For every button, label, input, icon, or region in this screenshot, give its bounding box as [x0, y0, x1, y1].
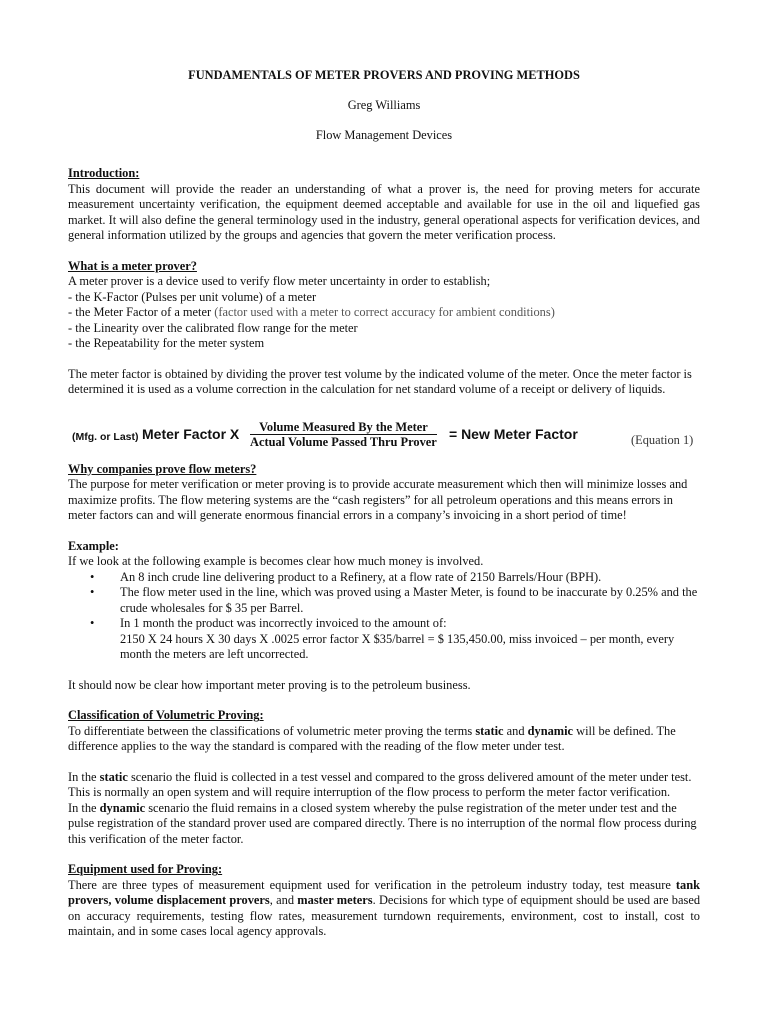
- document-organization: Flow Management Devices: [315, 128, 453, 142]
- example-calc-line1: 2150 X 24 hours X 30 days X .0025 error factor X $35/barrel = $ 135,450.00, miss invoiced – per month, every: [120, 631, 675, 646]
- text-run: and: [503, 723, 528, 738]
- equipment-text: [68, 878, 700, 940]
- example-bullets: [68, 570, 700, 632]
- equation-fraction: [250, 420, 437, 450]
- text-run: . Decisions for which type of equipment should be used are based on accuracy requirements, testing flow rates, measurement turndown requirements, environment, cost to install, cost to maintain, and in some cases local agency approvals.: [68, 893, 701, 938]
- document-author: Greg Williams: [347, 98, 421, 112]
- item-meter-factor: [68, 305, 700, 321]
- meter-factor-equation: [68, 420, 700, 452]
- item-linearity: - the Linearity over the calibrated flow range for the meter: [68, 320, 358, 335]
- item-meter-factor-note: (factor used with a meter to correct accuracy for ambient conditions): [211, 305, 555, 319]
- classification-p2: [68, 770, 700, 801]
- list-item: [68, 585, 700, 616]
- text-run: There are three types of measurement equipment used for verification in the petroleum industry today, test measure: [68, 877, 676, 892]
- equation-numerator: Volume Measured By the Meter: [250, 420, 437, 435]
- why-text: The purpose for meter verification or meter proving is to provide accurate measurement which then will minimize losses and maximize profits. The flow metering systems are the “cash registers” for all petroleum operations and this means errors in meter factors can and will generate enormous financial errors in a company’s invoicing in a short period of time!: [68, 477, 688, 522]
- text-run: will be defined. The difference applies to the way the standard is compared with the reading of the flow meter under test.: [68, 723, 676, 753]
- term-static: static: [475, 723, 504, 738]
- term-dynamic: dynamic: [527, 723, 574, 738]
- document-body: [68, 166, 700, 940]
- classification-p3: [68, 801, 700, 848]
- what-is-heading: What is a meter prover?: [68, 258, 197, 273]
- text-run: scenario the fluid is collected in a test vessel and compared to the gross delivered amount of the meter under test. This is normally an open system and will require interruption of the flow process to perform the meter factor verification.: [68, 769, 692, 799]
- equation-denominator: Actual Volume Passed Thru Prover: [250, 434, 437, 449]
- meter-factor-text: The meter factor is obtained by dividing the prover test volume by the indicated volume of the meter. Once the meter factor is determined it is used as a volume correction in the calculation for net standard volume of a receipt or delivery of liquids.: [68, 366, 692, 396]
- why-heading: Why companies prove flow meters?: [68, 461, 257, 476]
- classification-p1: [68, 724, 700, 755]
- equation-result: = New Meter Factor: [449, 425, 578, 442]
- text-run: In the: [68, 800, 100, 815]
- example-calc-line2: month the meters are left uncorrected.: [120, 647, 309, 661]
- introduction-text: This document will provide the reader an understanding of what a prover is, the need for proving meters for accurate measurement uncertainty verification, the equipment deemed acceptable and available for use in the oil and liquefied gas market. It will also define the general terminology used in the industry, general operational aspects for verification devices, and general information utilized by the groups and agencies that govern the meter verification process.: [68, 181, 700, 242]
- what-is-lead: A meter prover is a device used to verify flow meter uncertainty in order to establish;: [68, 274, 491, 288]
- term-static: static: [99, 769, 128, 784]
- example-heading: Example:: [68, 538, 119, 553]
- classification-heading-text: Classification of Volumetric Proving: [68, 708, 260, 722]
- text-run: , and: [269, 893, 298, 907]
- bullet-glyph: •: [90, 569, 95, 584]
- bullet-text: An 8 inch crude line delivering product to a Refinery, at a flow rate of 2150 Barrels/Hour (BPH).: [120, 569, 602, 584]
- bullet-glyph: •: [90, 585, 95, 599]
- equipment-heading-colon: :: [217, 862, 223, 876]
- equation-prefix: (Mfg. or Last): [72, 430, 139, 443]
- classification-heading-colon: :: [259, 708, 264, 722]
- bullet-text: In 1 month the product was incorrectly invoiced to the amount of:: [120, 616, 447, 630]
- example-conclusion: It should now be clear how important meter proving is to the petroleum business.: [68, 677, 471, 692]
- example-lead: If we look at the following example is becomes clear how much money is involved.: [68, 554, 484, 568]
- equation-meter-factor: Meter Factor X: [142, 425, 240, 442]
- item-k-factor: - the K-Factor (Pulses per unit volume) of a meter: [68, 289, 317, 304]
- bullet-text: The flow meter used in the line, which was proved using a Master Meter, is found to be inaccurate by 0.25% and the crude wholesales for $ 35 per Barrel.: [120, 585, 698, 615]
- equipment-heading: [68, 862, 700, 878]
- document-title: FUNDAMENTALS OF METER PROVERS AND PROVING METHODS: [188, 68, 580, 82]
- bullet-glyph: •: [90, 616, 95, 630]
- item-meter-factor-label: - the Meter Factor of a meter: [68, 305, 212, 319]
- term-tank-provers: tank provers, volume displacement provers: [68, 877, 700, 907]
- equation-label: (Equation 1): [631, 432, 694, 447]
- text-run: In the: [68, 769, 100, 784]
- term-master-meters: master meters: [297, 893, 373, 907]
- introduction-heading: Introduction:: [68, 166, 140, 180]
- list-item: [68, 570, 700, 586]
- text-run: scenario the fluid remains in a closed system whereby the pulse registration of the meter under test and the pulse registration of the standard prover used are compared directly. There is no interruption of the normal flow process during this verification of the meter factor.: [68, 800, 697, 846]
- classification-heading: [68, 708, 700, 724]
- item-repeatability: - the Repeatability for the meter system: [68, 336, 265, 350]
- text-run: To differentiate between the classifications of volumetric meter proving the terms: [68, 723, 476, 738]
- list-item: [68, 616, 700, 632]
- term-dynamic: dynamic: [99, 800, 146, 815]
- equipment-heading-text: Equipment used for Proving: [68, 862, 218, 876]
